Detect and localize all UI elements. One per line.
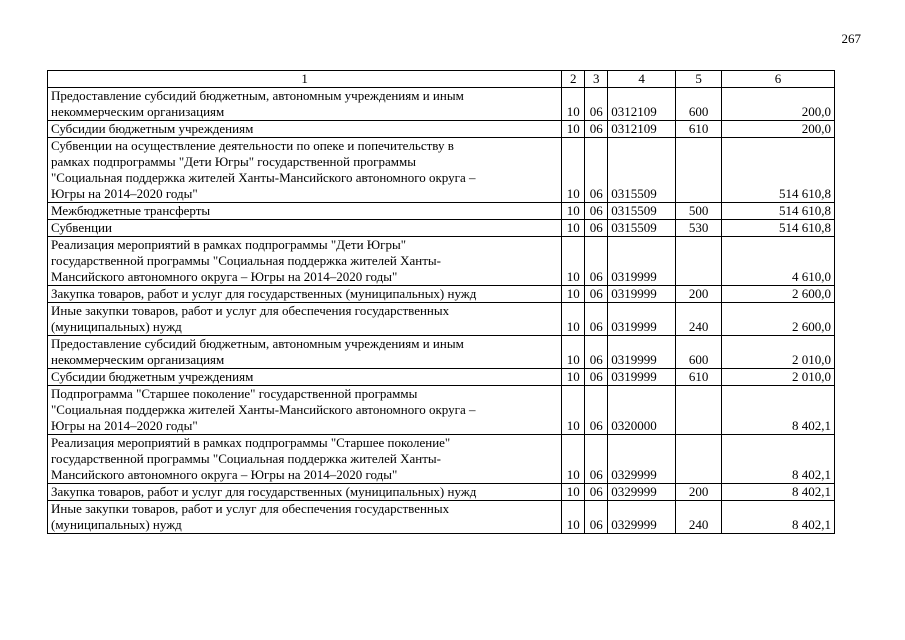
amount: 4 610,0 [722, 237, 835, 286]
expense-type-code [676, 386, 722, 435]
column-header: 3 [585, 71, 608, 88]
amount: 200,0 [722, 121, 835, 138]
amount: 2 600,0 [722, 303, 835, 336]
table-row [48, 303, 835, 336]
table-row [48, 220, 835, 237]
amount: 8 402,1 [722, 386, 835, 435]
item-name: Закупка товаров, работ и услуг для государственных (муниципальных) нужд [48, 286, 562, 303]
table-row [48, 484, 835, 501]
page-number: 267 [841, 31, 861, 46]
expense-type-code: 600 [676, 88, 722, 121]
target-article-code: 0315509 [608, 138, 676, 203]
item-name: Предоставление субсидий бюджетным, автономным учреждениям и иным некоммерческим организациям [48, 88, 562, 121]
target-article-code: 0329999 [608, 435, 676, 484]
column-header: 6 [722, 71, 835, 88]
expense-type-code: 600 [676, 336, 722, 369]
subsection-code: 06 [585, 121, 608, 138]
table-row [48, 203, 835, 220]
amount: 514 610,8 [722, 203, 835, 220]
column-header: 2 [562, 71, 585, 88]
expense-type-code [676, 138, 722, 203]
budget-table [47, 70, 835, 534]
table-row [48, 138, 835, 203]
subsection-code: 06 [585, 220, 608, 237]
expense-type-code: 240 [676, 303, 722, 336]
expense-type-code [676, 435, 722, 484]
subsection-code: 06 [585, 138, 608, 203]
expense-type-code [676, 237, 722, 286]
table-row [48, 336, 835, 369]
table-row [48, 286, 835, 303]
item-name: Субсидии бюджетным учреждениям [48, 121, 562, 138]
subsection-code: 06 [585, 501, 608, 534]
target-article-code: 0312109 [608, 121, 676, 138]
target-article-code: 0319999 [608, 369, 676, 386]
expense-type-code: 240 [676, 501, 722, 534]
item-name: Реализация мероприятий в рамках подпрограммы "Дети Югры" государственной программы "Социальная поддержка жителей Ханты- Мансийского автономного округа – Югры на 2014–2020 годы" [48, 237, 562, 286]
section-code: 10 [562, 88, 585, 121]
amount: 2 600,0 [722, 286, 835, 303]
subsection-code: 06 [585, 386, 608, 435]
section-code: 10 [562, 220, 585, 237]
subsection-code: 06 [585, 484, 608, 501]
item-name: Межбюджетные трансферты [48, 203, 562, 220]
item-name: Закупка товаров, работ и услуг для государственных (муниципальных) нужд [48, 484, 562, 501]
item-name: Субвенции [48, 220, 562, 237]
amount: 8 402,1 [722, 484, 835, 501]
target-article-code: 0319999 [608, 336, 676, 369]
amount: 200,0 [722, 88, 835, 121]
target-article-code: 0319999 [608, 286, 676, 303]
table-row [48, 386, 835, 435]
target-article-code: 0320000 [608, 386, 676, 435]
subsection-code: 06 [585, 237, 608, 286]
subsection-code: 06 [585, 286, 608, 303]
amount: 8 402,1 [722, 435, 835, 484]
section-code: 10 [562, 336, 585, 369]
column-header: 1 [48, 71, 562, 88]
table-row [48, 501, 835, 534]
section-code: 10 [562, 369, 585, 386]
section-code: 10 [562, 237, 585, 286]
table-row [48, 237, 835, 286]
item-name: Субсидии бюджетным учреждениям [48, 369, 562, 386]
table-row [48, 121, 835, 138]
target-article-code: 0312109 [608, 88, 676, 121]
expense-type-code: 530 [676, 220, 722, 237]
subsection-code: 06 [585, 303, 608, 336]
expense-type-code: 610 [676, 121, 722, 138]
subsection-code: 06 [585, 88, 608, 121]
table-row [48, 88, 835, 121]
table-row [48, 435, 835, 484]
target-article-code: 0329999 [608, 484, 676, 501]
section-code: 10 [562, 435, 585, 484]
amount: 2 010,0 [722, 369, 835, 386]
section-code: 10 [562, 484, 585, 501]
expense-type-code: 500 [676, 203, 722, 220]
section-code: 10 [562, 121, 585, 138]
amount: 2 010,0 [722, 336, 835, 369]
target-article-code: 0319999 [608, 237, 676, 286]
item-name: Иные закупки товаров, работ и услуг для обеспечения государственных (муниципальных) нужд [48, 501, 562, 534]
item-name: Реализация мероприятий в рамках подпрограммы "Старшее поколение" государственной программы "Социальная поддержка жителей Ханты- Мансийского автономного округа – Югры на 2014–2020 годы" [48, 435, 562, 484]
column-header: 4 [608, 71, 676, 88]
amount: 514 610,8 [722, 220, 835, 237]
amount: 514 610,8 [722, 138, 835, 203]
item-name: Предоставление субсидий бюджетным, автономным учреждениям и иным некоммерческим организациям [48, 336, 562, 369]
subsection-code: 06 [585, 435, 608, 484]
section-code: 10 [562, 501, 585, 534]
item-name: Субвенции на осуществление деятельности по опеке и попечительству в рамках подпрограммы "Дети Югры" государственной программы "Социальная поддержка жителей Ханты-Мансийского автономного округа – Югры на 2014–2020 годы" [48, 138, 562, 203]
section-code: 10 [562, 286, 585, 303]
table-row [48, 369, 835, 386]
section-code: 10 [562, 303, 585, 336]
section-code: 10 [562, 203, 585, 220]
target-article-code: 0315509 [608, 203, 676, 220]
subsection-code: 06 [585, 369, 608, 386]
column-header: 5 [676, 71, 722, 88]
expense-type-code: 610 [676, 369, 722, 386]
section-code: 10 [562, 386, 585, 435]
subsection-code: 06 [585, 203, 608, 220]
section-code: 10 [562, 138, 585, 203]
item-name: Иные закупки товаров, работ и услуг для обеспечения государственных (муниципальных) нужд [48, 303, 562, 336]
item-name: Подпрограмма "Старшее поколение" государственной программы "Социальная поддержка жителей Ханты-Мансийского автономного округа – Югры на 2014–2020 годы" [48, 386, 562, 435]
header-row [48, 71, 835, 88]
expense-type-code: 200 [676, 286, 722, 303]
amount: 8 402,1 [722, 501, 835, 534]
expense-type-code: 200 [676, 484, 722, 501]
target-article-code: 0329999 [608, 501, 676, 534]
target-article-code: 0319999 [608, 303, 676, 336]
target-article-code: 0315509 [608, 220, 676, 237]
subsection-code: 06 [585, 336, 608, 369]
